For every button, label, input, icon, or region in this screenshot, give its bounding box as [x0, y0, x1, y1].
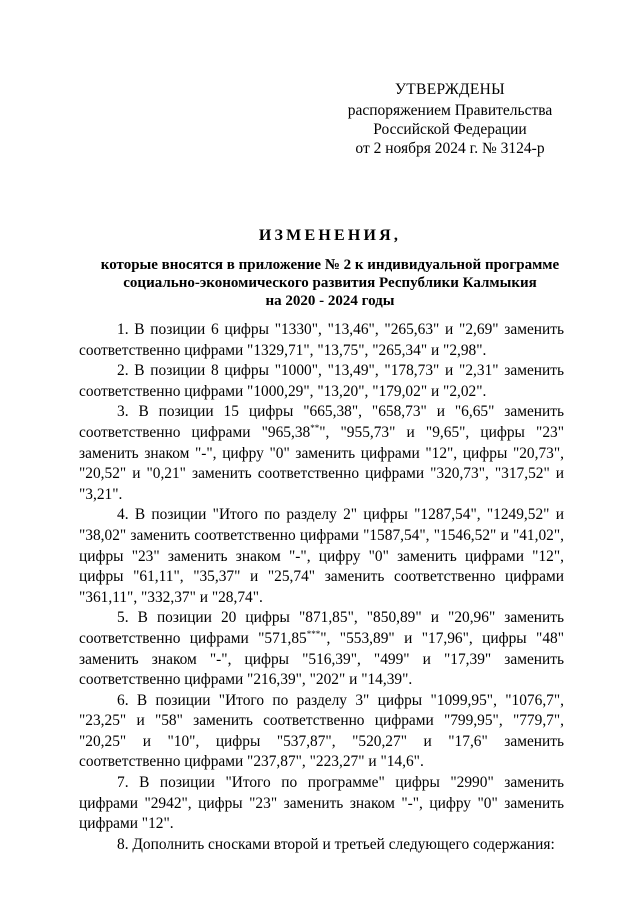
item-3-part-1: 3. В позиции 15 цифры "665,38", "658,73" и "6,65" заменить соответственно цифрами "965,38 — [79, 403, 564, 441]
document-body — [79, 320, 564, 855]
document-subtitle — [60, 256, 600, 310]
item-5-part-2: ", "553,89" и "17,96", цифры "48" заменить знаком "-", цифры "516,39", "499" и "17,39" заменить соответственно цифрами "216,39", "202" и "14,39". — [79, 629, 564, 689]
item-5 — [79, 608, 564, 690]
approval-line-3: от 2 ноября 2024 г. № 3124-р — [355, 140, 545, 157]
item-5-part-1: 5. В позиции 20 цифры "871,85", "850,89" и "20,96" заменить соответственно цифрами "571,85 — [79, 609, 564, 647]
approval-title: УТВЕРЖДЕНЫ — [395, 81, 505, 98]
approval-line-1: распоряжением Правительства — [347, 102, 553, 119]
document-heading — [60, 226, 600, 310]
subtitle-line-1: которые вносятся в приложение № 2 к индивидуальной программе — [100, 257, 560, 273]
item-7: 7. В позиции "Итого по программе" цифры "2990" заменить цифрами "2942", цифры "23" заменить знаком "-", цифру "0" заменить цифрами "12". — [79, 774, 564, 833]
approval-block — [330, 80, 570, 158]
subtitle-line-2: социально-экономического развития Республики Калмыкия — [123, 275, 537, 291]
footnote-mark-3: *** — [306, 628, 321, 639]
item-3 — [79, 402, 564, 505]
item-6: 6. В позиции "Итого по разделу 3" цифры "1099,95", "1076,7", "23,25" и "58" заменить соответственно цифрами "799,95", "779,7", "20,25" и "10", цифры "537,87", "520,27" и "17,6" заменить соответственно цифрами "237,87", "223,27" и "14,6". — [79, 691, 564, 771]
item-1: 1. В позиции 6 цифры "1330", "13,46", "265,63" и "2,69" заменить соответственно цифрами "1329,71", "13,75", "265,34" и "2,98". — [79, 321, 564, 359]
item-2: 2. В позиции 8 цифры "1000", "13,49", "178,73" и "2,31" заменить соответственно цифрами "1000,29", "13,20", "179,02" и "2,02". — [79, 362, 564, 400]
approval-line-2: Российской Федерации — [373, 121, 527, 138]
footnote-mark-2: ** — [310, 422, 320, 433]
subtitle-line-3: на 2020 - 2024 годы — [265, 293, 395, 309]
item-4: 4. В позиции "Итого по разделу 2" цифры "1287,54", "1249,52" и "38,02" заменить соответственно цифрами "1587,54", "1546,52" и "41,02", цифры "23" заменить знаком "-", цифру "0" заменить цифрами "12", цифры "61,11", "35,37" и "25,74" заменить соответственно цифрами "361,11", "332,37" и "28,74". — [79, 506, 564, 606]
document-title: ИЗМЕНЕНИЯ, — [258, 227, 402, 244]
item-3-part-2: ", "955,73" и "9,65", цифры "23" заменить знаком "-", цифру "0" заменить цифрами "12", цифры "20,73", "20,52" и "0,21" заменить соответственно цифрами "320,73", "317,52" и "3,21". — [79, 423, 565, 503]
item-8: 8. Дополнить сносками второй и третьей следующего содержания: — [117, 835, 555, 853]
